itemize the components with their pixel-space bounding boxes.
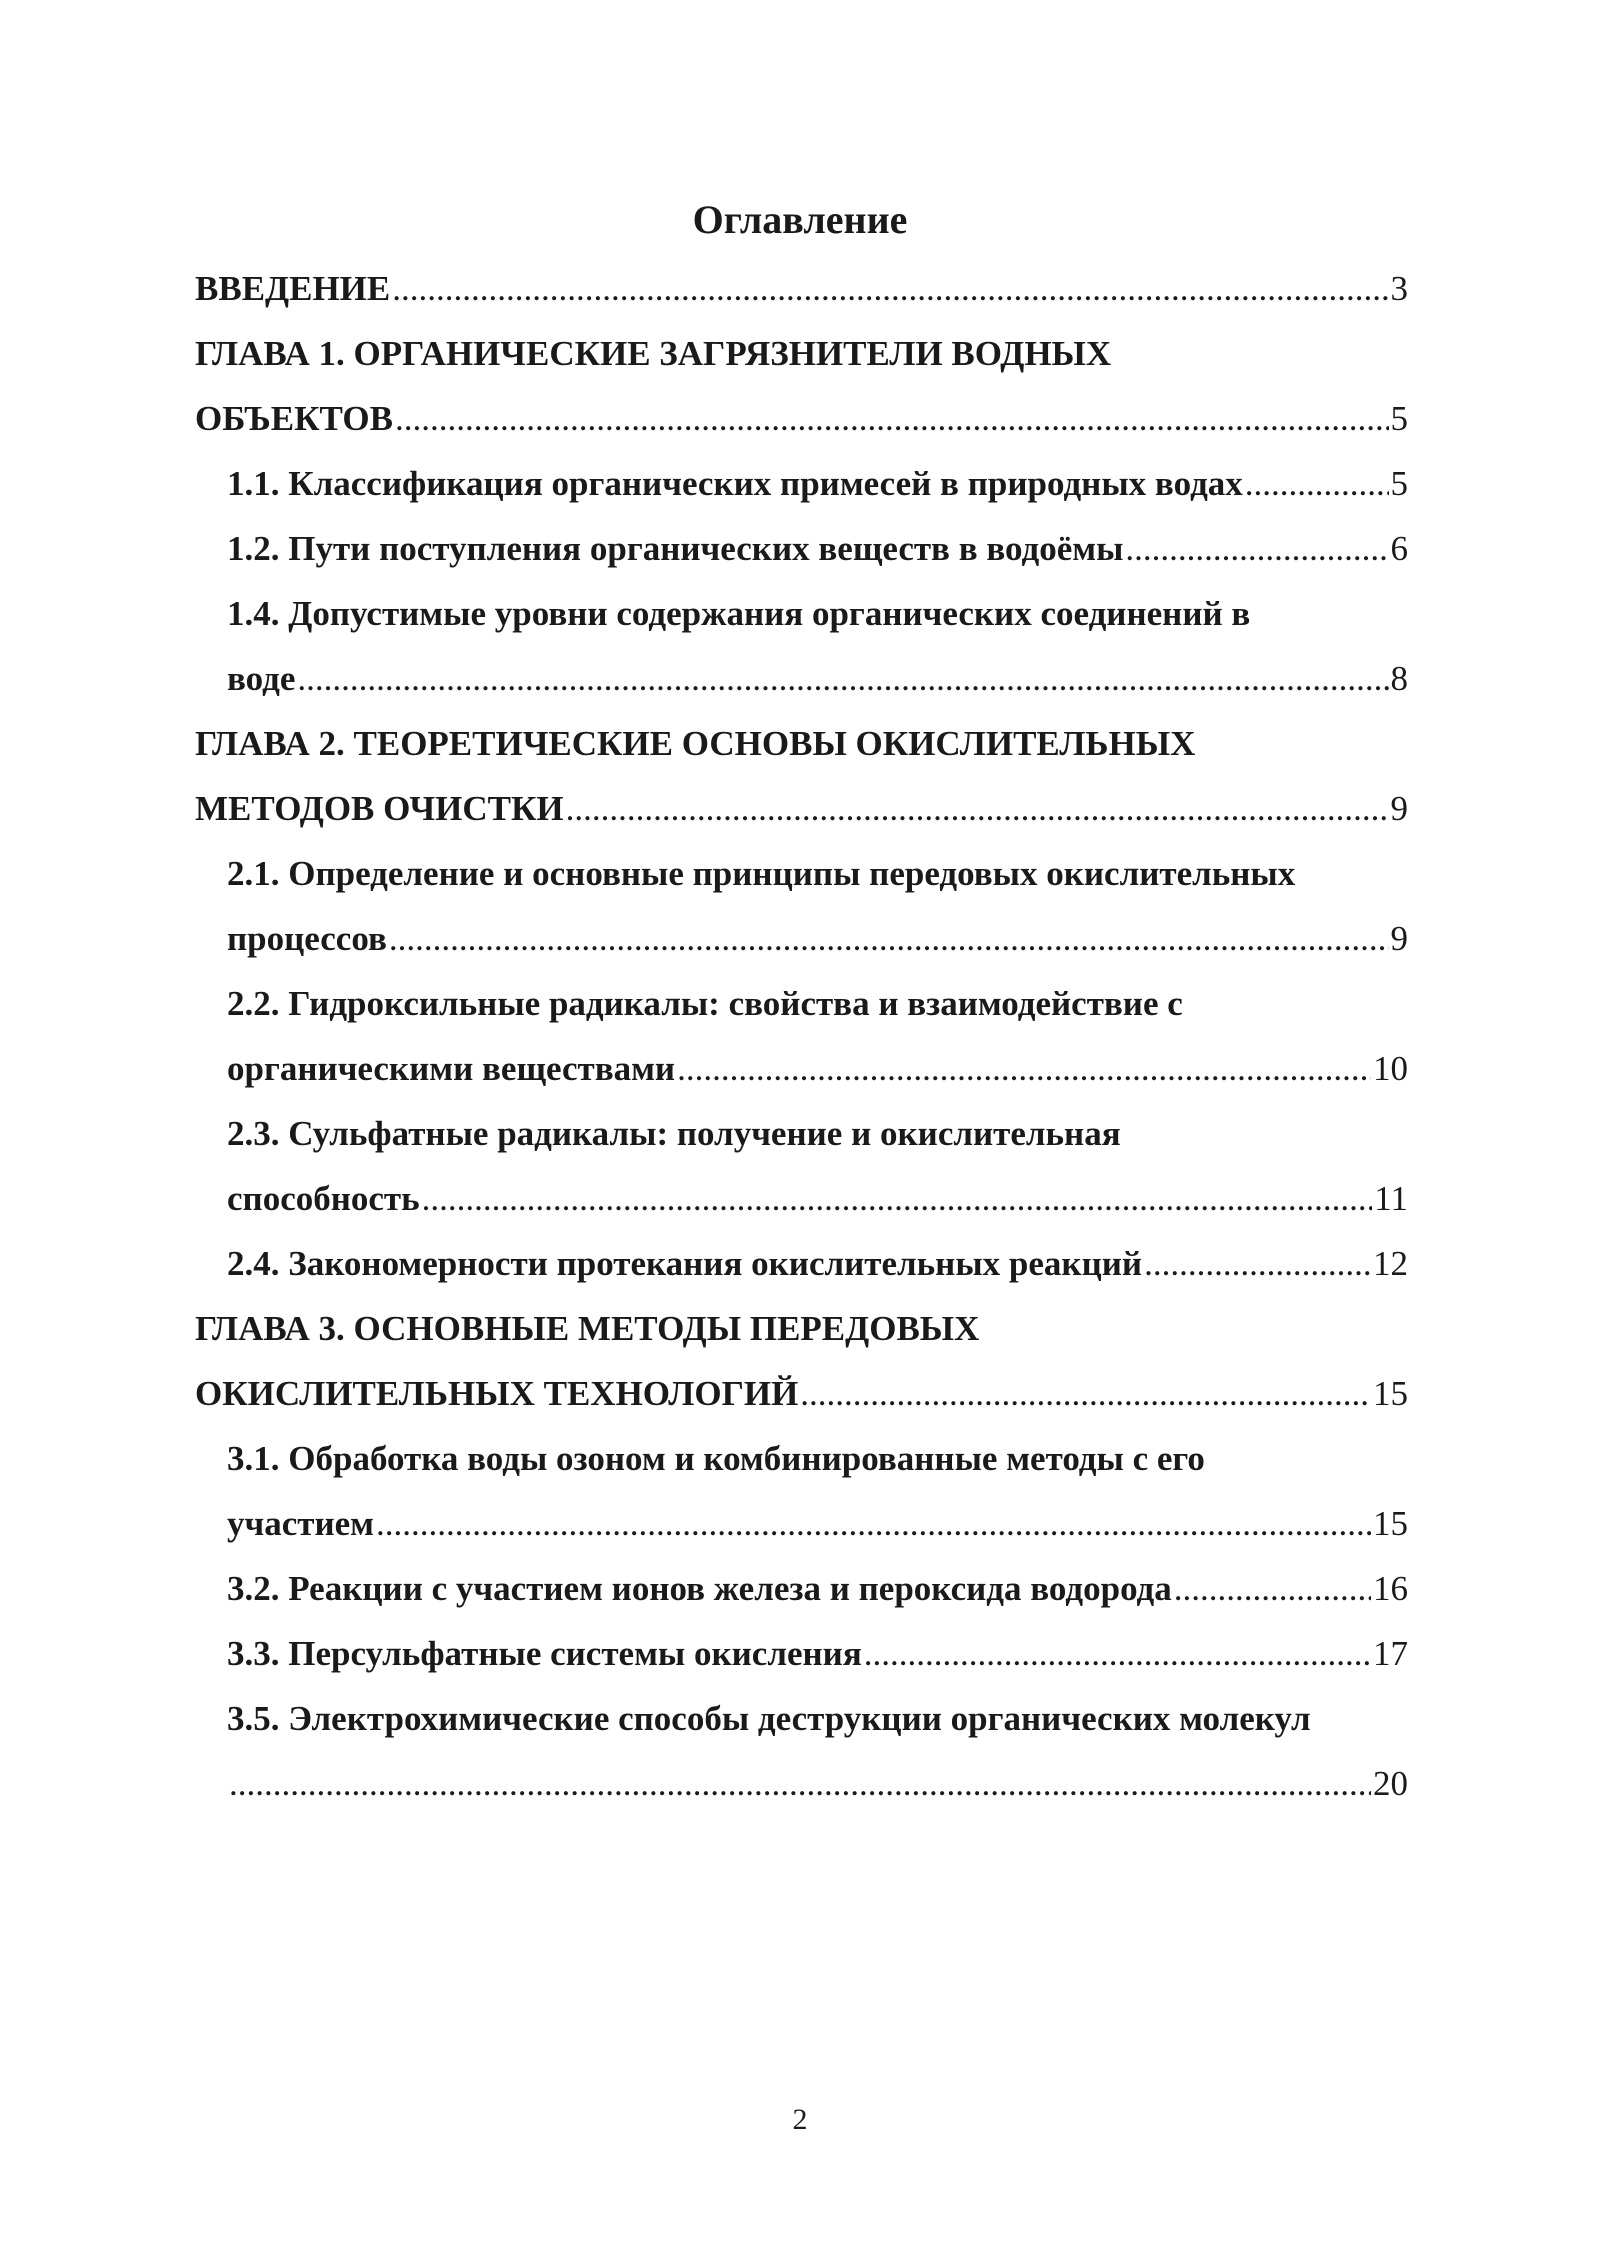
toc-entry[interactable] — [195, 451, 1408, 516]
toc-entry-page: 6 — [1390, 529, 1408, 568]
toc-entry-leader-row — [227, 1231, 1408, 1296]
toc-entry-page: 8 — [1390, 659, 1408, 698]
toc-entry-title: воде — [227, 659, 296, 698]
toc-entry-title: 3.2. Реакции с участием ионов железа и пероксида водорода — [227, 1569, 1172, 1608]
dot-leader — [677, 1036, 1371, 1101]
toc-entry-page: 17 — [1373, 1634, 1408, 1673]
toc-entry[interactable] — [195, 1101, 1408, 1231]
toc-entry-page: 11 — [1374, 1179, 1408, 1218]
toc-entry[interactable] — [195, 1231, 1408, 1296]
toc-entry-leader-row — [227, 1621, 1408, 1686]
toc-entry[interactable] — [195, 1296, 1408, 1426]
toc-entry-page: 5 — [1390, 399, 1408, 438]
dot-leader — [376, 1491, 1371, 1556]
dot-leader — [1245, 451, 1389, 516]
toc-entry-title: ВВЕДЕНИЕ — [195, 269, 391, 308]
toc-entry-title-line: 3.5. Электрохимические способы деструкции органических молекул — [227, 1699, 1311, 1738]
dot-leader — [392, 256, 1388, 321]
toc-entry-leader-row — [195, 776, 1408, 841]
toc-entry-title-line: ГЛАВА 1. ОРГАНИЧЕСКИЕ ЗАГРЯЗНИТЕЛИ ВОДНЫХ — [195, 334, 1112, 373]
toc-entry[interactable] — [195, 256, 1408, 321]
toc-entry[interactable] — [195, 841, 1408, 971]
table-of-contents — [195, 256, 1408, 1816]
dot-leader — [229, 1751, 1371, 1816]
toc-entry-leader-row — [195, 256, 1408, 321]
toc-entry-leader-row — [195, 386, 1408, 451]
dot-leader — [1174, 1556, 1371, 1621]
dot-leader — [297, 646, 1388, 711]
toc-entry-page: 10 — [1373, 1049, 1408, 1088]
toc-entry-title: 1.1. Классификация органических примесей в природных водах — [227, 464, 1243, 503]
dot-leader — [422, 1166, 1373, 1231]
toc-entry-title-line: 3.1. Обработка воды озоном и комбинированные методы с его — [227, 1439, 1205, 1478]
dot-leader — [864, 1621, 1371, 1686]
toc-entry[interactable] — [195, 1686, 1408, 1816]
toc-entry-title: участием — [227, 1504, 375, 1543]
toc-entry[interactable] — [195, 711, 1408, 841]
toc-entry-title: органическими веществами — [227, 1049, 676, 1088]
dot-leader — [1125, 516, 1388, 581]
dot-leader — [389, 906, 1389, 971]
toc-title: Оглавление — [692, 197, 908, 242]
toc-entry-leader-row — [227, 1751, 1408, 1816]
toc-entry[interactable] — [195, 1556, 1408, 1621]
toc-entry-page: 9 — [1390, 919, 1408, 958]
page-number: 2 — [792, 2103, 808, 2136]
toc-entry-page: 15 — [1373, 1374, 1408, 1413]
toc-entry-title: 3.3. Персульфатные системы окисления — [227, 1634, 862, 1673]
toc-entry[interactable] — [195, 1426, 1408, 1556]
toc-entry-leader-row — [227, 1036, 1408, 1101]
toc-entry[interactable] — [195, 581, 1408, 711]
toc-entry-title-line: 2.2. Гидроксильные радикалы: свойства и взаимодействие с — [227, 984, 1183, 1023]
toc-entry-page: 20 — [1373, 1764, 1408, 1803]
toc-entry[interactable] — [195, 971, 1408, 1101]
toc-entry[interactable] — [195, 1621, 1408, 1686]
toc-entry-title: МЕТОДОВ ОЧИСТКИ — [195, 789, 564, 828]
dot-leader — [800, 1361, 1371, 1426]
toc-entry-page: 12 — [1373, 1244, 1408, 1283]
toc-entry-page: 16 — [1373, 1569, 1408, 1608]
toc-entry-page: 9 — [1390, 789, 1408, 828]
toc-entry-page: 15 — [1373, 1504, 1408, 1543]
toc-entry-leader-row — [227, 1166, 1408, 1231]
toc-entry-leader-row — [227, 1556, 1408, 1621]
toc-entry-leader-row — [227, 646, 1408, 711]
toc-entry-title-line: 1.4. Допустимые уровни содержания органических соединений в — [227, 594, 1251, 633]
toc-entry-leader-row — [227, 516, 1408, 581]
toc-entry-page: 5 — [1390, 464, 1408, 503]
toc-entry-title-line: ГЛАВА 2. ТЕОРЕТИЧЕСКИЕ ОСНОВЫ ОКИСЛИТЕЛЬНЫХ — [195, 724, 1196, 763]
dot-leader — [1144, 1231, 1371, 1296]
toc-entry-title: ОБЪЕКТОВ — [195, 399, 393, 438]
toc-entry-title-line: ГЛАВА 3. ОСНОВНЫЕ МЕТОДЫ ПЕРЕДОВЫХ — [195, 1309, 980, 1348]
toc-entry[interactable] — [195, 321, 1408, 451]
toc-entry-title: 1.2. Пути поступления органических веществ в водоёмы — [227, 529, 1124, 568]
toc-entry-title: способность — [227, 1179, 420, 1218]
toc-entry-leader-row — [227, 451, 1408, 516]
toc-entry-title: ОКИСЛИТЕЛЬНЫХ ТЕХНОЛОГИЙ — [195, 1374, 799, 1413]
toc-entry[interactable] — [195, 516, 1408, 581]
toc-entry-title: процессов — [227, 919, 387, 958]
toc-entry-title-line: 2.3. Сульфатные радикалы: получение и окислительная — [227, 1114, 1121, 1153]
toc-entry-title: 2.4. Закономерности протекания окислительных реакций — [227, 1244, 1143, 1283]
toc-entry-page: 3 — [1390, 269, 1408, 308]
dot-leader — [395, 386, 1389, 451]
toc-entry-leader-row — [227, 1491, 1408, 1556]
toc-entry-leader-row — [227, 906, 1408, 971]
toc-entry-leader-row — [195, 1361, 1408, 1426]
dot-leader — [566, 776, 1389, 841]
toc-entry-title-line: 2.1. Определение и основные принципы передовых окислительных — [227, 854, 1296, 893]
